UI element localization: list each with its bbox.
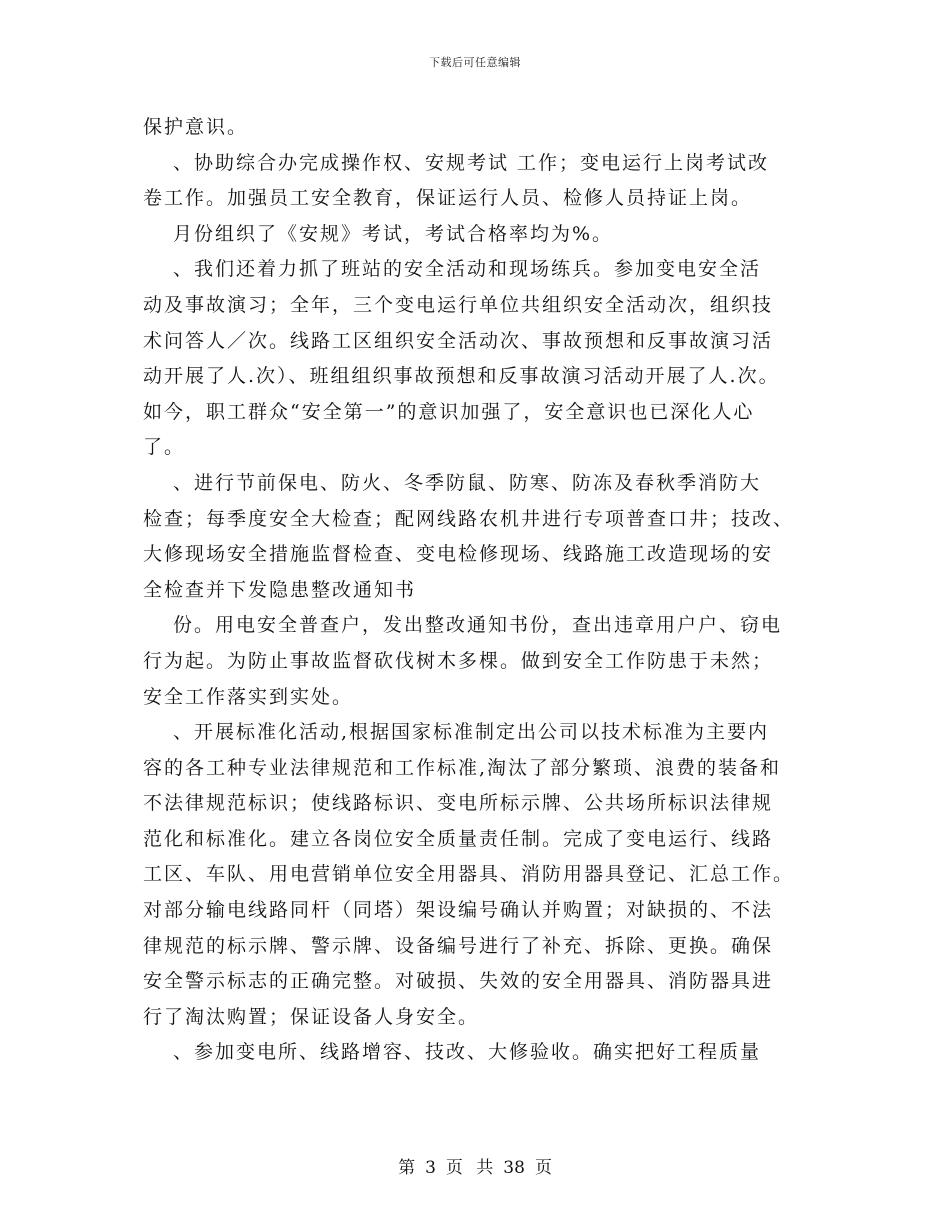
- text-line: 范化和标准化。建立各岗位安全质量责任制。完成了变电运行、线路: [143, 827, 774, 850]
- footer-suffix: 页: [534, 1158, 552, 1178]
- page-footer: [0, 1153, 950, 1178]
- footer-mid: 页 共: [445, 1158, 494, 1178]
- text-line: 全检查并下发隐患整改通知书: [143, 578, 417, 601]
- body-text: [143, 110, 808, 1071]
- text-line: 安全警示标志的正确完整。对破损、失效的安全用器具、消防器具进: [143, 970, 774, 993]
- text-line: 行为起。为防止事故监督砍伐树木多棵。做到安全工作防患于未然；: [143, 649, 774, 672]
- text-line: 卷工作。加强员工安全教育，保证运行人员、检修人员持证上岗。: [143, 187, 753, 210]
- text-line: 大修现场安全措施监督检查、变电检修现场、线路施工改造现场的安: [143, 543, 774, 566]
- text-line: 了。: [143, 436, 186, 459]
- text-line: 月份组织了《安规》考试，考试合格率均为%。: [173, 222, 614, 245]
- footer-total-pages: 38: [503, 1158, 525, 1178]
- text-line: 动开展了人.次）、班组组织事故预想和反事故演习活动开展了人.次。: [143, 365, 780, 388]
- text-line: 保护意识。: [143, 116, 249, 138]
- text-line: 份。用电安全普查户，发出整改通知书份，查出违章用户户、窃电: [173, 614, 783, 637]
- footer-prefix: 第: [398, 1158, 416, 1178]
- footer-page-number: 3: [425, 1158, 436, 1178]
- page-header: 下载后可任意编辑: [429, 56, 521, 69]
- text-line: 容的各工种专业法律规范和工作标准,淘汰了部分繁琐、浪费的装备和: [143, 756, 782, 779]
- text-line: 不法律规范标识；使线路标识、变电所标示牌、公共场所标识法律规: [143, 792, 774, 815]
- text-line: 行了淘汰购置；保证设备人身安全。: [143, 1005, 480, 1028]
- text-line: 如今，职工群众“安全第一”的意识加强了，安全意识也已深化人心: [143, 400, 755, 423]
- text-line: 工区、车队、用电营销单位安全用器具、消防用器具登记、汇总工作。: [143, 863, 795, 886]
- text-line: 术问答人／次。线路工区组织安全活动次、事故预想和反事故演习活: [143, 329, 774, 352]
- text-line: 、我们还着力抓了班站的安全活动和现场练兵。参加变电安全活: [173, 258, 762, 281]
- text-line: 动及事故演习；全年，三个变电运行单位共组织安全活动次，组织技: [143, 293, 774, 316]
- text-line: 检查；每季度安全大检查；配网线路农机井进行专项普查口井；技改、: [143, 507, 795, 530]
- text-line: 、参加变电所、线路增容、技改、大修验收。确实把好工程质量: [173, 1041, 762, 1064]
- text-line: 对部分输电线路同杆（同塔）架设编号确认并购置；对缺损的、不法: [143, 899, 774, 922]
- text-line: 、协助综合办完成操作权、安规考试 工作；变电运行上岗考试改: [173, 151, 770, 174]
- text-line: 安全工作落实到实处。: [143, 685, 354, 708]
- text-line: 、进行节前保电、防火、冬季防鼠、防寒、防冻及春秋季消防大: [173, 471, 762, 494]
- text-line: 、开展标准化活动,根据国家标准制定出公司以技术标准为主要内: [173, 721, 770, 744]
- text-line: 律规范的标示牌、警示牌、设备编号进行了补充、拆除、更换。确保: [143, 934, 774, 957]
